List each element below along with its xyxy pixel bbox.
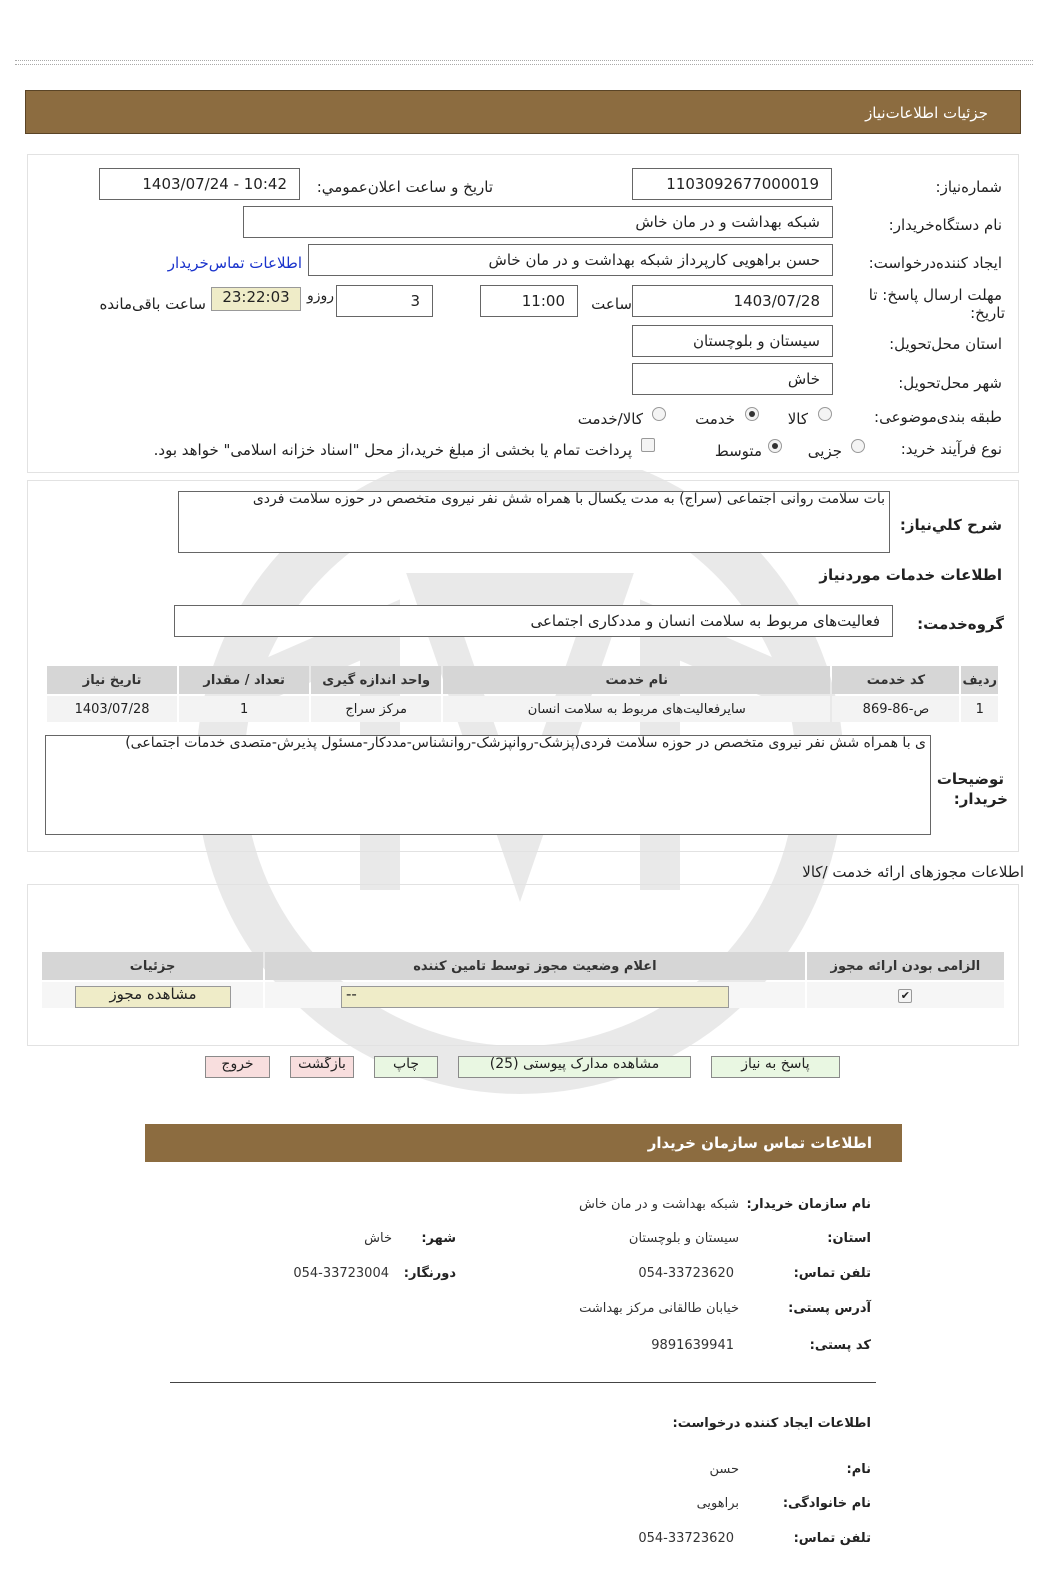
- contact-fax-label: دورنگار:: [403, 1266, 456, 1281]
- deadline-time-label: ساعت: [591, 295, 632, 313]
- view-permit-button[interactable]: مشاهده مجوز: [75, 986, 231, 1008]
- contact-divider: [170, 1382, 876, 1383]
- deadline-label: مهلت ارسال پاسخ: تا: [868, 286, 1002, 304]
- permit-details-header: جزئیات: [42, 952, 263, 980]
- quantity-cell: 1: [179, 696, 309, 722]
- need-number-field: 1103092677000019: [632, 168, 832, 200]
- postal-value: 9891639941: [651, 1338, 734, 1353]
- details-header: [25, 90, 1021, 134]
- service-code-cell: ص-86-869: [832, 696, 959, 722]
- back-button[interactable]: بازگشت: [290, 1056, 354, 1078]
- view-attachments-button[interactable]: مشاهده مدارک پیوستی (25): [458, 1056, 691, 1078]
- days-field: 3: [336, 285, 433, 317]
- days-label: روزو: [306, 288, 334, 304]
- contact-province-label: استان:: [827, 1231, 871, 1246]
- permit-required-checkbox[interactable]: ✔: [898, 989, 912, 1003]
- top-divider: [15, 60, 1033, 61]
- exit-button[interactable]: خروج: [205, 1056, 270, 1078]
- creator-family-value: براهویی: [696, 1496, 739, 1511]
- province-field: سیستان و بلوچستان: [632, 325, 833, 357]
- buyer-notes-label: توضیحات: [936, 770, 1004, 788]
- need-summary-text: بات سلامت روانی اجتماعی (سراج) به مدت یکسال با همراه شش نفر نیروی متخصص در حوزه سلامت فردی: [178, 491, 890, 553]
- permit-status-field[interactable]: --: [341, 986, 729, 1008]
- buyer-notes-text: ی با همراه شش نفر نیروی متخصص در حوزه سلامت فردی(پزشک-روانپزشک-روانشناس-مددکار-مسئول پذیرش-متصدی خدمات اجتماعی): [45, 735, 931, 835]
- announce-label: تاریخ و ساعت اعلان‌عمومي:: [316, 178, 493, 196]
- treasury-payment-checkbox[interactable]: [641, 438, 655, 452]
- creator-name-label: نام:: [846, 1462, 871, 1477]
- permit-status-header: اعلام وضعیت مجوز توسط تامین کننده: [265, 952, 805, 980]
- address-value: خیابان طالقانی مرکز بهداشت: [579, 1301, 739, 1316]
- contact-phone-value: 054-33723620: [638, 1266, 734, 1281]
- category-label: طبقه بندی‌موضوعی:: [874, 408, 1002, 426]
- buyer-contact-link[interactable]: اطلاعات تماس‌خریدار: [167, 254, 302, 272]
- buyer-label: نام دستگاه‌خریدار:: [888, 216, 1002, 234]
- deadline-time-field: 11:00: [480, 285, 578, 317]
- city-label: شهر محل‌تحویل:: [898, 374, 1002, 392]
- category-goods-label: کالا: [787, 410, 808, 428]
- need-number-label: شماره‌نیاز:: [935, 178, 1002, 196]
- service-group-label: گروه‌خدمت:: [917, 615, 1004, 633]
- contact-phone-label: تلفن تماس:: [793, 1266, 871, 1281]
- purchase-medium-label: متوسط: [714, 442, 762, 460]
- contact-province-value: سیستان و بلوچستان: [628, 1231, 739, 1246]
- contact-fax-value: 054-33723004: [293, 1266, 389, 1281]
- row-number-cell: 1: [961, 696, 998, 722]
- contact-city-label: شهر:: [421, 1231, 456, 1246]
- col-row-header: ردیف: [961, 666, 998, 694]
- creator-info-title: اطلاعات ایجاد کننده درخواست:: [672, 1416, 871, 1431]
- city-field: خاش: [632, 363, 833, 395]
- buyer-contact-title: اطلاعات تماس سازمان خریدار: [647, 1134, 872, 1152]
- details-header-title: جزئیات اطلاعات‌نیاز: [865, 104, 988, 122]
- creator-name-value: حسن: [709, 1462, 739, 1477]
- postal-label: کد پستی:: [809, 1338, 871, 1353]
- category-goods-service-label: کالا/خدمت: [577, 410, 643, 428]
- permit-required-cell: [807, 982, 1004, 1008]
- buyer-notes-label-2: خریدار:: [953, 790, 1008, 808]
- creator-family-label: نام خانوادگی:: [782, 1496, 871, 1511]
- deadline-label-date: تاریخ:: [970, 304, 1005, 322]
- need-summary-label: شرح کلي‌نیاز:: [899, 516, 1002, 534]
- category-goods-radio[interactable]: [818, 407, 832, 421]
- purchase-partial-radio[interactable]: [851, 439, 865, 453]
- creator-label: ایجاد کننده‌درخواست:: [868, 254, 1002, 272]
- org-label: نام سازمان خریدار:: [746, 1197, 871, 1212]
- services-table: [45, 664, 1000, 724]
- table-row: [47, 696, 998, 722]
- contact-city-value: خاش: [364, 1231, 392, 1246]
- province-label: استان محل‌تحویل:: [889, 335, 1002, 353]
- col-unit-header: واحد اندازه گیری: [311, 666, 441, 694]
- creator-phone-value: 054-33723620: [638, 1531, 734, 1546]
- treasury-payment-note: پرداخت تمام یا بخشی از مبلغ خرید،از محل "اسناد خزانه اسلامی" خواهد بود.: [153, 441, 632, 459]
- col-date-header: تاریخ نیاز: [47, 666, 177, 694]
- category-service-label: خدمت: [695, 410, 735, 428]
- creator-field: حسن براهویی کارپرداز شبکه بهداشت و در مان خاش: [308, 244, 833, 276]
- org-value: شبکه بهداشت و در مان خاش: [578, 1197, 739, 1212]
- need-date-cell: 1403/07/28: [47, 696, 177, 722]
- category-service-radio[interactable]: [745, 407, 759, 421]
- purchase-type-label: نوع فرآیند خرید:: [900, 440, 1002, 458]
- service-name-cell: سایرفعالیت‌های مربوط به سلامت انسان: [443, 696, 830, 722]
- col-code-header: کد خدمت: [832, 666, 959, 694]
- purchase-medium-radio[interactable]: [768, 439, 782, 453]
- purchase-partial-label: جزیی: [807, 442, 842, 460]
- remaining-label: ساعت باقی‌مانده: [99, 295, 206, 313]
- service-group-field: فعالیت‌های مربوط به سلامت انسان و مددکاری اجتماعی: [174, 605, 893, 637]
- top-divider-2: [15, 64, 1033, 65]
- col-name-header: نام خدمت: [443, 666, 830, 694]
- buyer-contact-header: [145, 1124, 902, 1162]
- reply-button[interactable]: پاسخ به نیاز: [711, 1056, 840, 1078]
- announce-date-field: 1403/07/24 - 10:42: [99, 168, 300, 200]
- print-button[interactable]: چاپ: [374, 1056, 438, 1078]
- services-title: اطلاعات خدمات موردنیاز: [819, 566, 1002, 584]
- buyer-field: شبکه بهداشت و در مان خاش: [243, 206, 833, 238]
- permit-required-header: الزامی بودن ارائه مجوز: [807, 952, 1004, 980]
- unit-cell: مرکز سراج: [311, 696, 441, 722]
- permits-title: اطلاعات مجوزهای ارائه خدمت /کالا: [802, 863, 1024, 881]
- remaining-timer: 23:22:03: [211, 287, 301, 311]
- col-qty-header: تعداد / مقدار: [179, 666, 309, 694]
- creator-phone-label: تلفن تماس:: [793, 1531, 871, 1546]
- address-label: آدرس پستی:: [788, 1301, 871, 1316]
- category-goods-service-radio[interactable]: [652, 407, 666, 421]
- deadline-date-field: 1403/07/28: [632, 285, 833, 317]
